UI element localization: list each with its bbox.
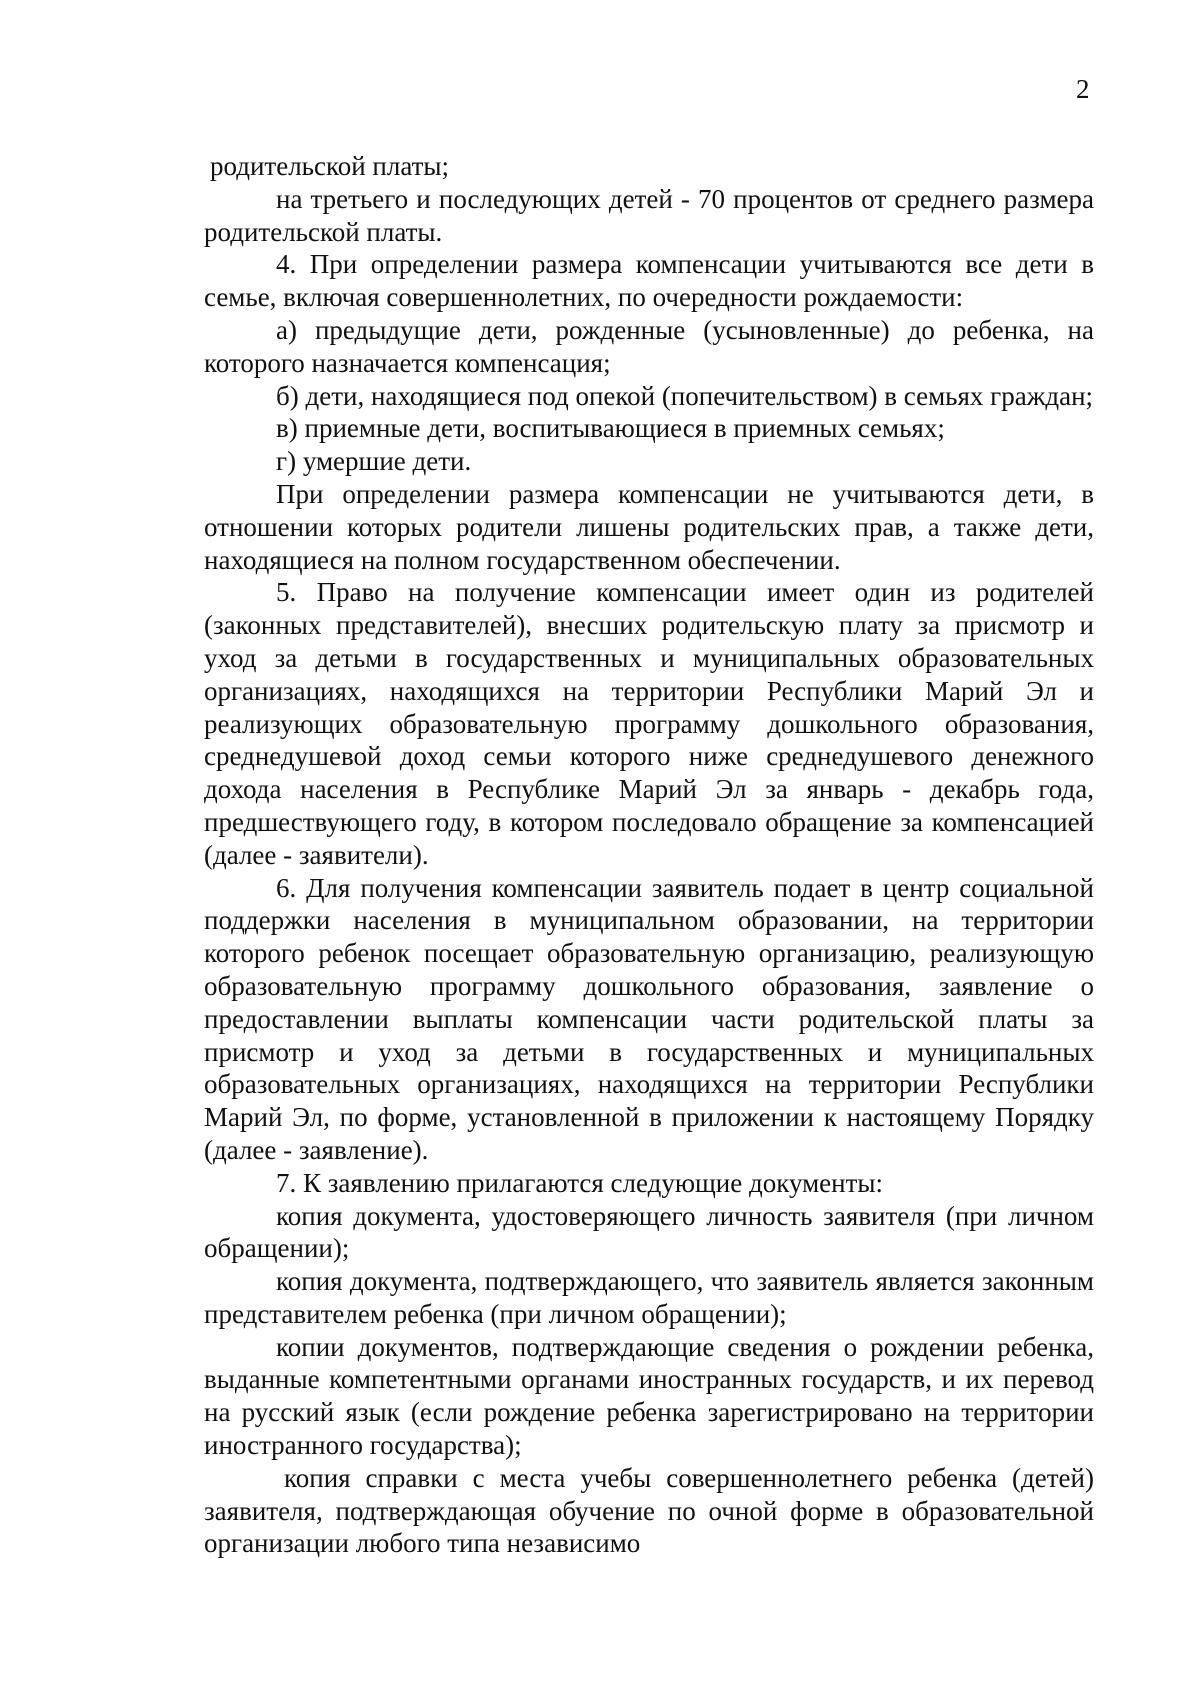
paragraph-doc-foreign-birth: копии документов, подтверждающие сведения о рождении ребенка, выданные компетентными органами иностранных государств, и их перевод на русский язык (если рождение ребенка зарегистрировано на территории иностранного государства);: [204, 1331, 1094, 1461]
paragraph-doc-identity: копия документа, удостоверяющего личность заявителя (при личном обращении);: [204, 1200, 1094, 1264]
page-number: 2: [1076, 74, 1090, 104]
paragraph-item-6: 6. Для получения компенсации заявитель подает в центр социальной поддержки населения в муниципальном образовании, на территории которого ребенок посещает образовательную организацию, реализующую образовательную программу дошкольного образования, заявление о предоставлении выплаты компенсации части родительской платы за присмотр и уход за детьми в государственных и муниципальных образовательных организациях, находящихся на территории Республики Марий Эл, по форме, установленной в приложении к настоящему Порядку (далее - заявление).: [204, 872, 1094, 1165]
paragraph-item-4: 4. При определении размера компенсации учитываются все дети в семье, включая совершеннолетних, по очередности рождаемости:: [204, 249, 1094, 313]
paragraph-doc-study-certificate: копия справки с места учебы совершеннолетнего ребенка (детей) заявителя, подтверждающая обучение по очной форме в образовательной организации любого типа независимо: [204, 1462, 1094, 1559]
document-body: [204, 150, 1094, 1560]
paragraph-item-4v: в) приемные дети, воспитывающиеся в приемных семьях;: [276, 413, 945, 444]
paragraph-continuation: родительской платы;: [210, 151, 450, 181]
paragraph-item-7: 7. К заявлению прилагаются следующие документы:: [276, 1167, 884, 1198]
paragraph-exclusions: При определении размера компенсации не учитываются дети, в отношении которых родители лишены родительских прав, а также дети, находящиеся на полном государственном обеспечении.: [204, 478, 1094, 575]
paragraph-third-child: на третьего и последующих детей - 70 процентов от среднего размера родительской платы.: [204, 183, 1094, 247]
paragraph-doc-representative: копия документа, подтверждающего, что заявитель является законным представителем ребенка (при личном обращении);: [204, 1266, 1094, 1329]
paragraph-item-4a: а) предыдущие дети, рожденные (усыновленные) до ребенка, на которого назначается компенсация;: [204, 314, 1094, 378]
paragraph-item-4g: г) умершие дети.: [276, 446, 472, 477]
paragraph-item-5: 5. Право на получение компенсации имеет один из родителей (законных представителей), внесших родительскую плату за присмотр и уход за детьми в государственных и муниципальных образовательных организациях, находящихся на территории Республики Марий Эл и реализующих образовательную программу дошкольного образования, среднедушевой доход семьи которого ниже среднедушевого денежного дохода населения в Республике Марий Эл за январь - декабрь года, предшествующего году, в котором последовало обращение за компенсацией (далее - заявители).: [204, 577, 1094, 870]
paragraph-item-4b: б) дети, находящиеся под опекой (попечительством) в семьях граждан;: [276, 380, 1094, 411]
